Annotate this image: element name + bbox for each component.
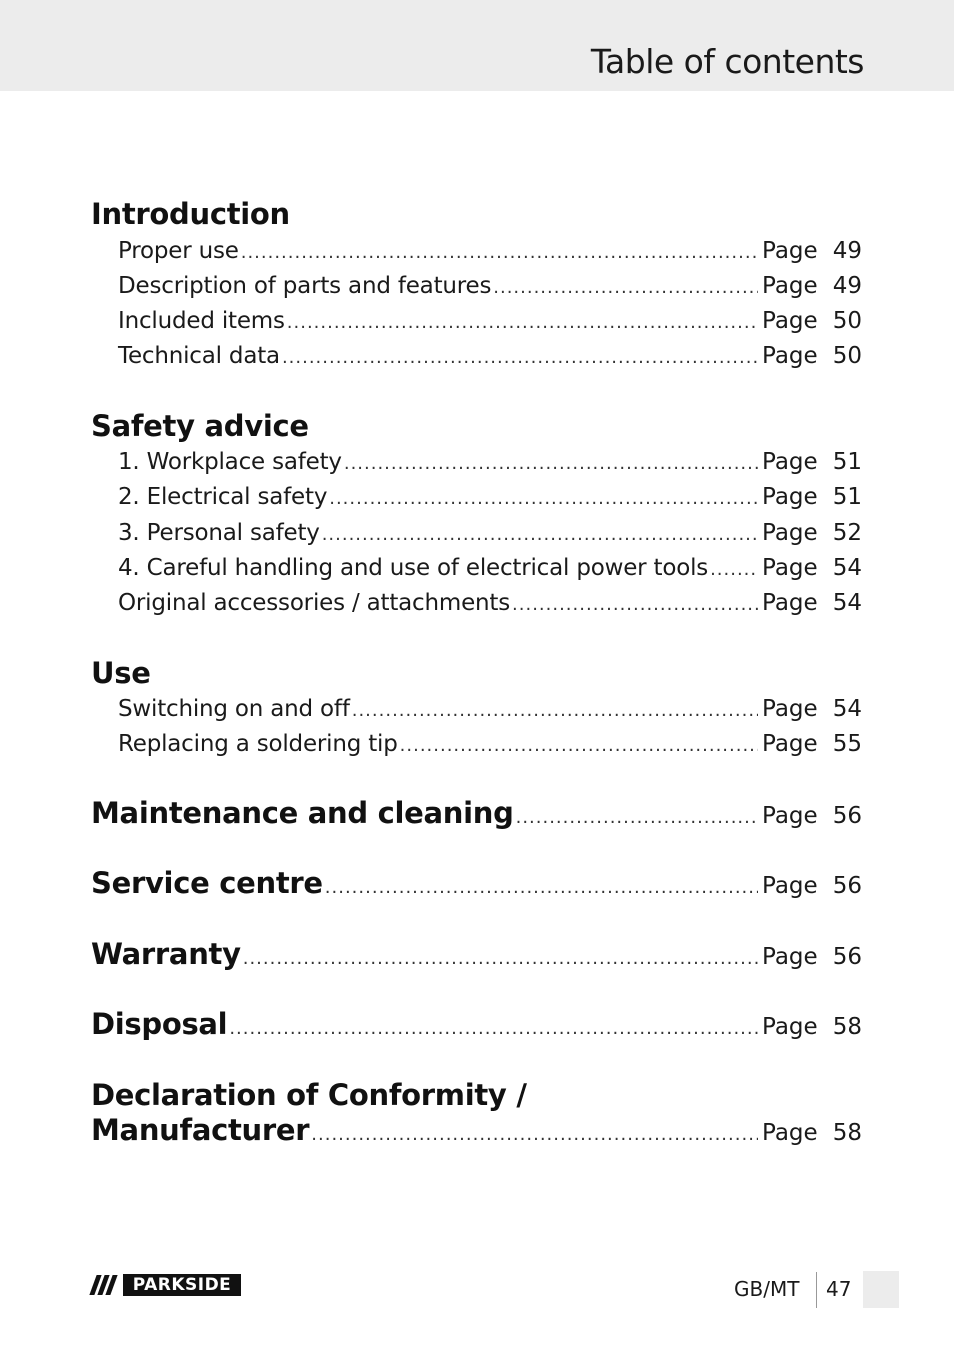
toc-entry-workplace-safety[interactable] (118, 449, 862, 483)
page-word: Page (762, 696, 818, 722)
page-word: Page (762, 238, 818, 264)
section-heading-introduction: Introduction (91, 197, 290, 231)
footer-language-code: GB/MT (734, 1277, 800, 1301)
page-word: Page (762, 308, 818, 334)
entry-page-ref (762, 873, 862, 899)
page-number: 50 (832, 343, 862, 369)
page-number: 56 (832, 944, 862, 970)
page-word: Page (762, 731, 818, 757)
dot-leader (287, 312, 758, 333)
page-number: 51 (832, 484, 862, 510)
entry-label: 4. Careful handling and use of electrical power tools (118, 555, 709, 581)
entry-label: Maintenance and cleaning (91, 796, 514, 830)
page-word: Page (762, 590, 818, 616)
page-number: 54 (832, 555, 862, 581)
page-word: Page (762, 944, 818, 970)
dot-leader (516, 807, 758, 828)
entry-label: Switching on and off (118, 696, 350, 722)
entry-page-ref (762, 803, 862, 829)
entry-page-ref (762, 555, 862, 581)
footer-page-number: 47 (826, 1277, 852, 1301)
toc-entry-careful-handling[interactable] (118, 555, 862, 589)
entry-label: Technical data (118, 343, 280, 369)
page-number: 49 (832, 273, 862, 299)
dot-leader (344, 453, 758, 474)
page-number: 52 (832, 520, 862, 546)
entry-label: Proper use (118, 238, 239, 264)
entry-page-ref (762, 273, 862, 299)
page-word: Page (762, 273, 818, 299)
dot-leader (322, 524, 758, 545)
entry-page-ref (762, 696, 862, 722)
dot-leader (512, 594, 758, 615)
entry-page-ref (762, 238, 862, 264)
dot-leader (282, 347, 758, 368)
page-word: Page (762, 484, 818, 510)
toc-entry-warranty[interactable] (91, 937, 862, 977)
page-number: 54 (832, 696, 862, 722)
page-word: Page (762, 343, 818, 369)
dot-leader (493, 277, 758, 298)
logo-brand-text: PARKSIDE (123, 1274, 241, 1296)
toc-entry-switching-on-off[interactable] (118, 696, 862, 730)
dot-leader (243, 948, 758, 969)
entry-label: 2. Electrical safety (118, 484, 328, 510)
toc-entry-included-items[interactable] (118, 308, 862, 342)
section-heading-use: Use (91, 656, 151, 690)
page-number: 54 (832, 590, 862, 616)
logo-stripes-icon (91, 1274, 123, 1296)
page-word: Page (762, 555, 818, 581)
toc-entry-personal-safety[interactable] (118, 520, 862, 554)
entry-label: Included items (118, 308, 285, 334)
page-number: 56 (832, 803, 862, 829)
dot-leader (400, 735, 758, 756)
dot-leader (241, 242, 758, 263)
dot-leader (352, 700, 758, 721)
entry-label: Replacing a soldering tip (118, 731, 398, 757)
entry-label: 3. Personal safety (118, 520, 320, 546)
entry-label: 1. Workplace safety (118, 449, 342, 475)
entry-page-ref (762, 731, 862, 757)
dot-leader (229, 1018, 758, 1039)
entry-label: Original accessories / attachments (118, 590, 511, 616)
entry-page-ref (762, 944, 862, 970)
page-number: 49 (832, 238, 862, 264)
footer-tab-marker (863, 1271, 899, 1308)
page-word: Page (762, 873, 818, 899)
parkside-logo (91, 1274, 241, 1296)
section-heading-safety-advice: Safety advice (91, 409, 309, 443)
page-number: 56 (832, 873, 862, 899)
page-number: 58 (832, 1014, 862, 1040)
entry-page-ref (762, 343, 862, 369)
toc-entry-service-centre[interactable] (91, 866, 862, 906)
page-title: Table of contents (590, 42, 864, 81)
entry-page-ref (762, 590, 862, 616)
page-number: 51 (832, 449, 862, 475)
toc-entry-disposal[interactable] (91, 1007, 862, 1047)
entry-label: Description of parts and features (118, 273, 492, 299)
page-word: Page (762, 1120, 818, 1146)
toc-entry-manufacturer[interactable] (91, 1113, 862, 1153)
entry-page-ref (762, 1014, 862, 1040)
dot-leader (329, 488, 758, 509)
toc-entry-proper-use[interactable] (118, 238, 862, 272)
page-number: 50 (832, 308, 862, 334)
entry-label: Manufacturer (91, 1113, 310, 1147)
toc-entry-technical-data[interactable] (118, 343, 862, 377)
entry-page-ref (762, 484, 862, 510)
page-number: 58 (832, 1120, 862, 1146)
dot-leader (311, 1124, 758, 1145)
footer-divider (816, 1272, 817, 1308)
entry-page-ref (762, 449, 862, 475)
entry-label: Service centre (91, 866, 323, 900)
page-number: 55 (832, 731, 862, 757)
toc-entry-electrical-safety[interactable] (118, 484, 862, 518)
section-heading-declaration: Declaration of Conformity / (91, 1078, 527, 1112)
entry-page-ref (762, 308, 862, 334)
toc-entry-description-of-parts[interactable] (118, 273, 862, 307)
page-word: Page (762, 520, 818, 546)
toc-entry-maintenance[interactable] (91, 796, 862, 836)
page-word: Page (762, 449, 818, 475)
dot-leader (710, 559, 758, 580)
entry-page-ref (762, 1120, 862, 1146)
page-word: Page (762, 803, 818, 829)
entry-page-ref (762, 520, 862, 546)
toc-entry-replacing-tip[interactable] (118, 731, 862, 765)
entry-label: Warranty (91, 937, 241, 971)
page-word: Page (762, 1014, 818, 1040)
toc-entry-original-accessories[interactable] (118, 590, 862, 624)
entry-label: Disposal (91, 1007, 228, 1041)
dot-leader (325, 877, 758, 898)
